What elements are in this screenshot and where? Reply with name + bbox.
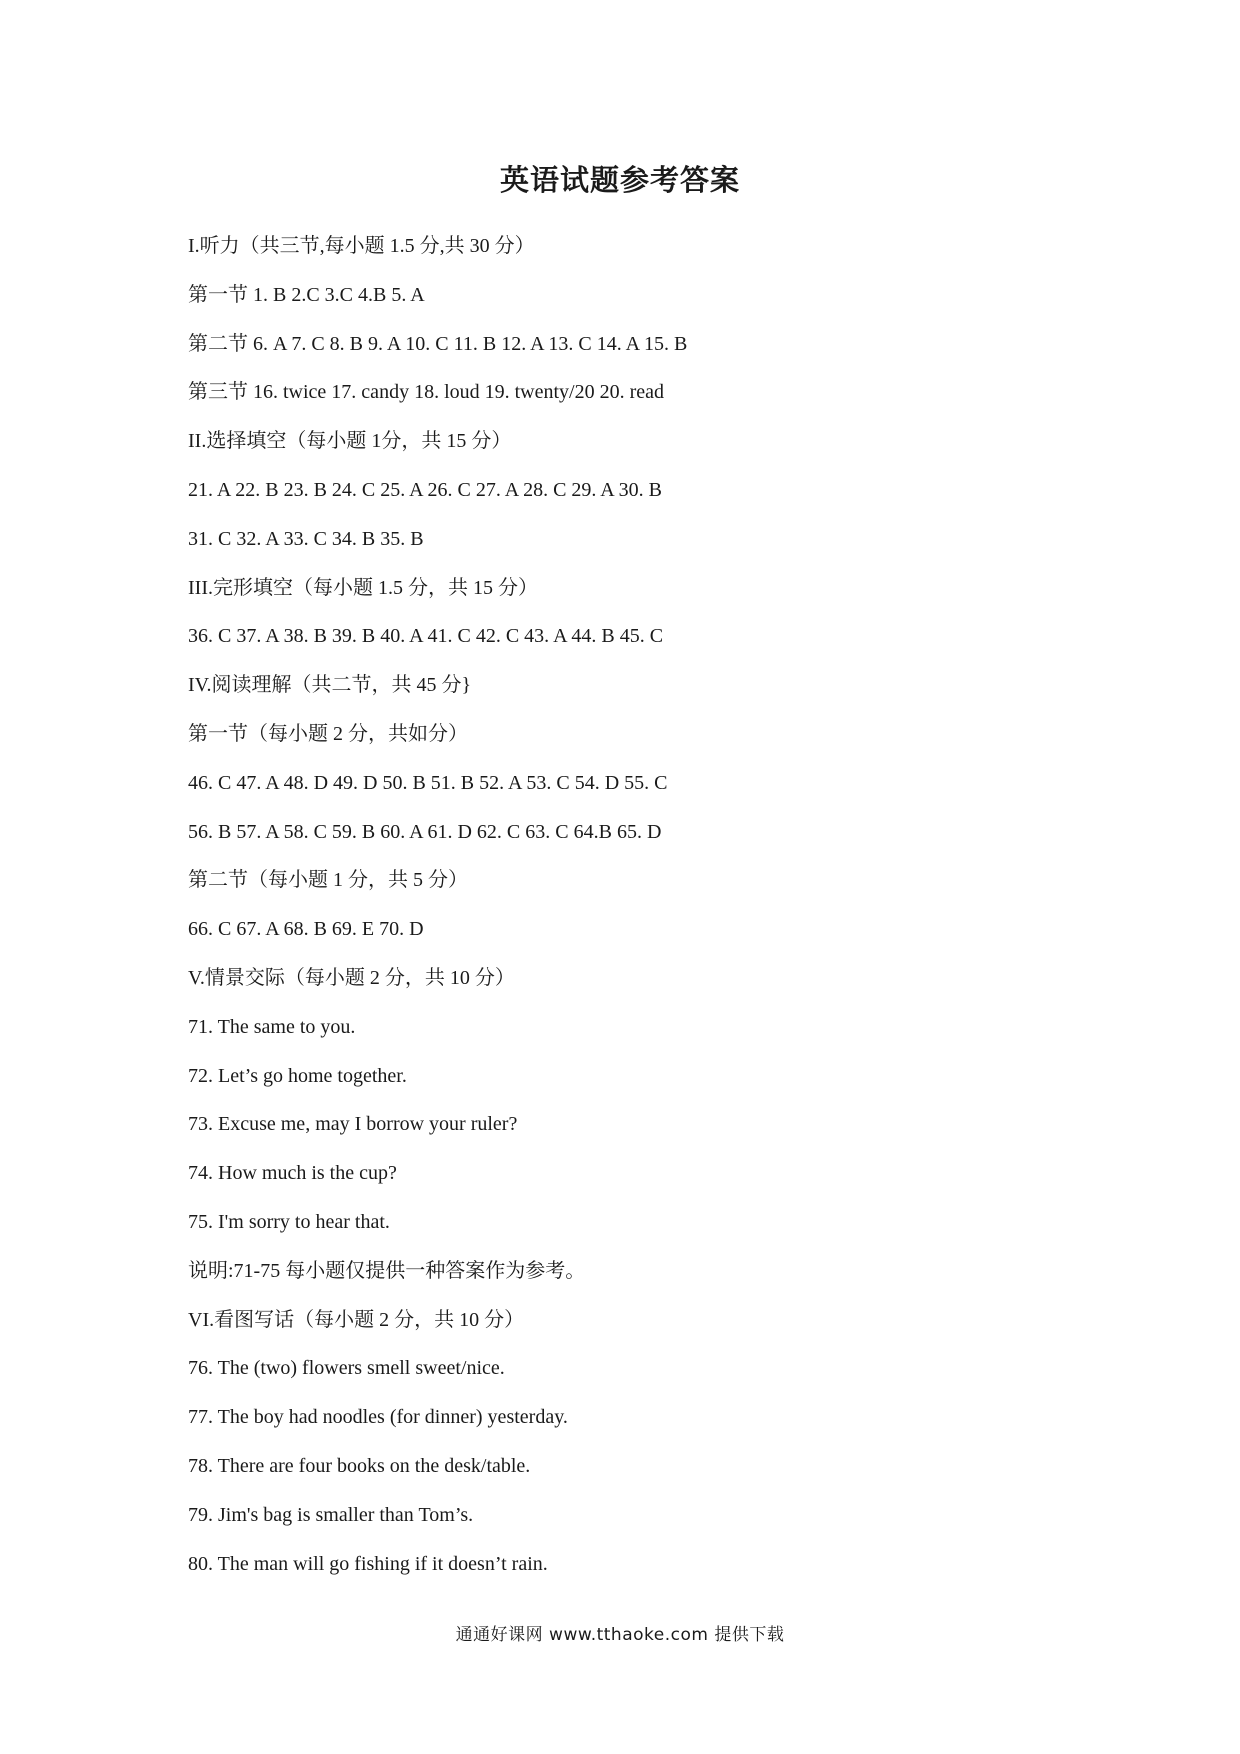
answer-line: 78. There are four books on the desk/table.	[188, 1454, 531, 1477]
page-title: 英语试题参考答案	[499, 163, 740, 197]
subsection-heading: 第一节（每小题 2 分，共如分）	[188, 722, 468, 745]
answer-line: 76. The (two) flowers smell sweet/nice.	[188, 1357, 505, 1380]
section-cloze-heading: III.完形填空（每小题 1.5 分，共 15 分）	[188, 576, 538, 599]
answer-line: 56. B 57. A 58. C 59. B 60. A 61. D 62. C 63. C 64.B 65. D	[188, 820, 662, 843]
answer-line: 75. I'm sorry to hear that.	[188, 1210, 390, 1233]
section-dialogue-heading: V.情景交际（每小题 2 分，共 10 分）	[188, 966, 515, 989]
section-multiple-choice-heading: II.选择填空（每小题 1分，共 15 分）	[188, 430, 512, 453]
section-listening-heading: I.听力（共三节,每小题 1.5 分,共 30 分）	[188, 235, 535, 257]
section-picture-writing-heading: VI.看图写话（每小题 2 分，共 10 分）	[188, 1308, 525, 1331]
answer-line: 66. C 67. A 68. B 69. E 70. D	[188, 918, 424, 941]
download-source-footer: 通通好课网 www.tthaoke.com 提供下载	[455, 1625, 785, 1645]
answer-line: 72. Let’s go home together.	[188, 1064, 407, 1087]
answer-line: 71. The same to you.	[188, 1015, 356, 1038]
answer-line: 31. C 32. A 33. C 34. B 35. B	[188, 527, 424, 550]
answer-line: 73. Excuse me, may I borrow your ruler?	[188, 1113, 518, 1136]
answer-line: 第二节 6. A 7. C 8. B 9. A 10. C 11. B 12. A 13. C 14. A 15. B	[188, 332, 688, 355]
answer-line: 第一节 1. B 2.C 3.C 4.B 5. A	[188, 283, 425, 306]
answer-line: 36. C 37. A 38. B 39. B 40. A 41. C 42. C 43. A 44. B 45. C	[188, 625, 664, 648]
answer-line: 77. The boy had noodles (for dinner) yesterday.	[188, 1406, 568, 1429]
subsection-heading: 第二节（每小题 1 分，共 5 分）	[188, 869, 468, 892]
answer-line: 74. How much is the cup?	[188, 1162, 397, 1185]
note-line: 说明:71-75 每小题仅提供一种答案作为参考。	[188, 1259, 586, 1282]
answer-line: 21. A 22. B 23. B 24. C 25. A 26. C 27. A 28. C 29. A 30. B	[188, 478, 662, 501]
answer-line: 79. Jim's bag is smaller than Tom’s.	[188, 1503, 474, 1526]
answer-line: 80. The man will go fishing if it doesn’t rain.	[188, 1552, 548, 1575]
section-reading-heading: IV.阅读理解（共二节，共 45 分}	[188, 674, 472, 697]
answer-line: 第三节 16. twice 17. candy 18. loud 19. twenty/20 20. read	[188, 381, 665, 404]
answer-list	[188, 222, 1148, 1588]
answer-line: 46. C 47. A 48. D 49. D 50. B 51. B 52. A 53. C 54. D 55. C	[188, 771, 668, 794]
